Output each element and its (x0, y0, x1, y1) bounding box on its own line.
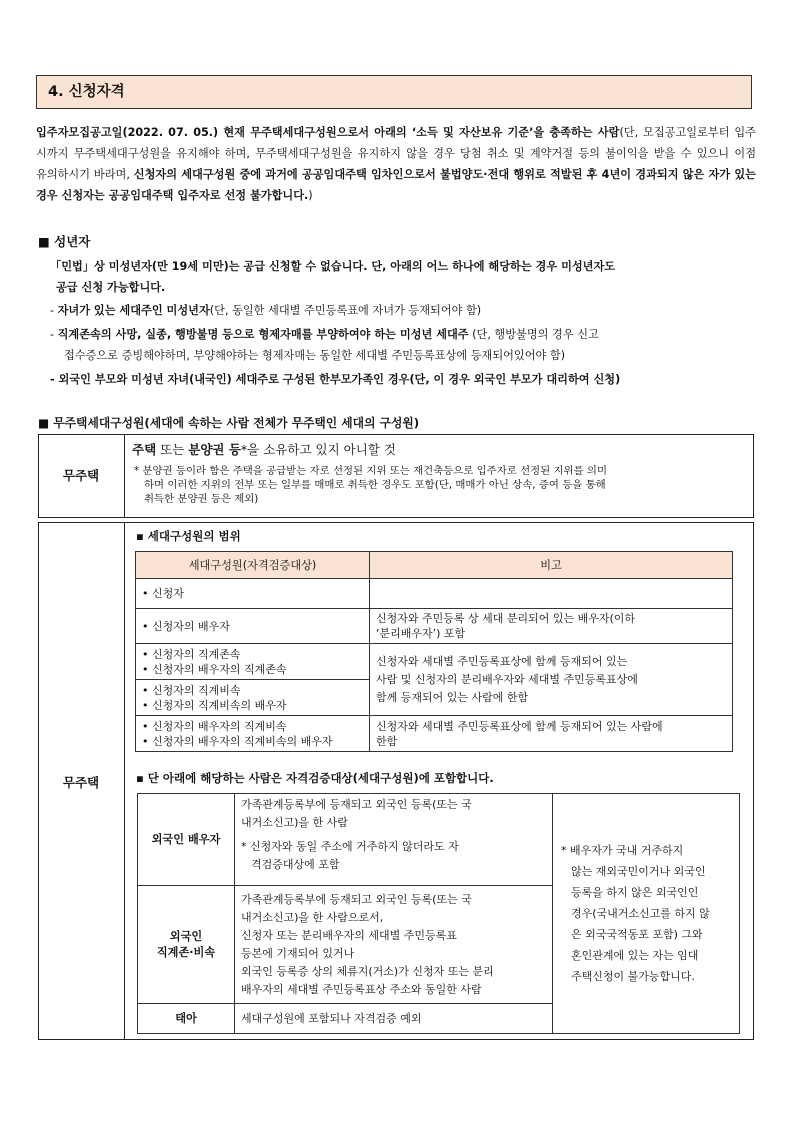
side-note: * 배우자가 국내 거주하지 않는 재외국민이거나 외국인 등록을 하지 않은 외국인인 경우(국내거소신고를 하지 않 은 외국국적동포 포함) 그와 혼인관계에 있는 자는 임대 주택신청이 불가능합니다. (553, 794, 740, 1034)
table-header: 세대구성원(자격검증대상) (136, 552, 370, 579)
table-row: 외국인 배우자 가족관계등록부에 등재되고 외국인 등록(또는 국 내거소신고)을 한 사람 * 신청자와 동일 주소에 거주하지 않더라도 자 격검증대상에 포함 * 배우자가 국내 거주하지 않는 재외국민이거나 외국인 등록을 하지 않은 외국인인 경우(국내거소신고를 하지 않 은 외국국적동포 포함) 그와 혼인관계에 있는 자는 임대 주택신청이 불가능합니다. (138, 794, 740, 886)
foreigner-table (137, 793, 740, 1034)
table-row: • 신청자 (136, 579, 733, 609)
table-row: 외국인 직계존·비속 가족관계등록부에 등재되고 외국인 등록(또는 국 내거소신고)을 한 사람으로서, 신청자 또는 분리배우자의 세대별 주민등록표 등본에 기재되어 있거나 외국인 등록증 상의 체류지(거소)가 신청자 또는 분리 배우자의 세대별 주민등록표상 주소와 동일한 사람 (138, 886, 740, 1004)
adult-item-3: - 외국인 부모와 미성년 자녀(내국인) 세대주로 구성된 한부모가족인 경우(단, 이 경우 외국인 부모가 대리하여 신청) (50, 373, 621, 386)
box2-label: 무주택 (62, 775, 100, 790)
section-title: 4. 신청자격 (36, 75, 752, 109)
table-row: • 신청자의 배우자의 직계비속 • 신청자의 배우자의 직계비속의 배우자 신청자와 세대별 주민등록표상에 함께 등재되어 있는 사람에 한함 (136, 716, 733, 752)
table-row: • 신청자의 직계비속 • 신청자의 직계비속의 배우자 (136, 680, 733, 716)
adult-item-1: - 자녀가 있는 세대주인 미성년자(단, 동일한 세대별 주민등록표에 자녀가 등재되어야 함) (50, 304, 482, 317)
adult-item-2: - 직계존속의 사망, 실종, 행방불명 등으로 형제자매를 부양하여야 하는 미성년 세대주 (단, 행방불명의 경우 신고 (50, 328, 599, 341)
table-header: 비고 (370, 552, 733, 579)
intro-restriction-text: 신청자의 세대구성원 중에 과거에 공공임대주택 임차인으로서 불법양도·전대 행위로 적발된 후 4년이 경과되지 않은 자가 있는 경우 신청자는 공공임대주택 입주자로 선정 불가합니다. (36, 168, 756, 202)
box1-label: 무주택 (62, 468, 100, 483)
table-row: • 신청자의 직계존속 • 신청자의 배우자의 직계존속 신청자와 세대별 주민등록표상에 함께 등재되어 있는 사람 및 신청자의 분리배우자와 세대별 주민등록표상에 함께 등재되어 있는 사람에 한함 (136, 644, 733, 680)
adult-item-2-cont: 접수증으로 증빙해야하며, 부양해야하는 형제자매는 동일한 세대별 주민등록표상에 등재되어있어야 함) (64, 349, 566, 362)
intro-main-text: 입주자모집공고일(2022. 07. 05.) 현재 무주택세대구성원으로서 아래의 ‘소득 및 자산보유 기준’을 충족하는 사람 (36, 126, 620, 139)
member-scope-table (135, 551, 733, 752)
nohouse-heading: ■ 무주택세대구성원(세대에 속하는 사람 전체가 무주택인 세대의 구성원) (38, 416, 420, 430)
adult-line-1: 「민법」상 미성년자(만 19세 미만)는 공급 신청할 수 없습니다. 단, 아래의 어느 하나에 해당하는 경우 미성년자도 (50, 260, 616, 273)
table-row: • 신청자의 배우자 신청자와 주민등록 상 세대 분리되어 있는 배우자(이하 ‘분리배우자’) 포함 (136, 609, 733, 644)
box1-main: 주택 또는 분양권 등*을 소유하고 있지 아니할 것 (132, 442, 396, 457)
intro-paragraph (36, 122, 756, 206)
box1-note: * 분양권 등이라 함은 주택을 공급받는 자로 선정된 지위 또는 재건축등으로 입주자로 선정된 지위를 의미 하며 이러한 지위의 전부 또는 일부를 매매로 취득한 경우도 포함(단, 매매가 아닌 상속, 증여 등을 통해 취득한 분양권 등은 제외) (134, 465, 608, 505)
scope-heading: ▪ 세대구성원의 범위 (136, 529, 241, 543)
include-heading: ▪ 단 아래에 해당하는 사람은 자격검증대상(세대구성원)에 포함합니다. (136, 771, 494, 785)
intro-close-paren: ) (308, 189, 313, 202)
table-row: 태아 세대구성원에 포함되나 자격검증 예외 (138, 1004, 740, 1034)
adult-heading: ■ 성년자 (38, 234, 91, 249)
adult-line-2: 공급 신청 가능합니다. (56, 281, 166, 294)
intro-note-text: (단, 모집공고일로부터 입주 시까지 무주택세대구성원을 유지해야 하며, 무주택세대구성원을 유지하지 않을 경우 당첨 취소 및 계약거절 등의 불이익을 받을 수 있으니 이점 유의하시기 바라며, (36, 126, 756, 181)
